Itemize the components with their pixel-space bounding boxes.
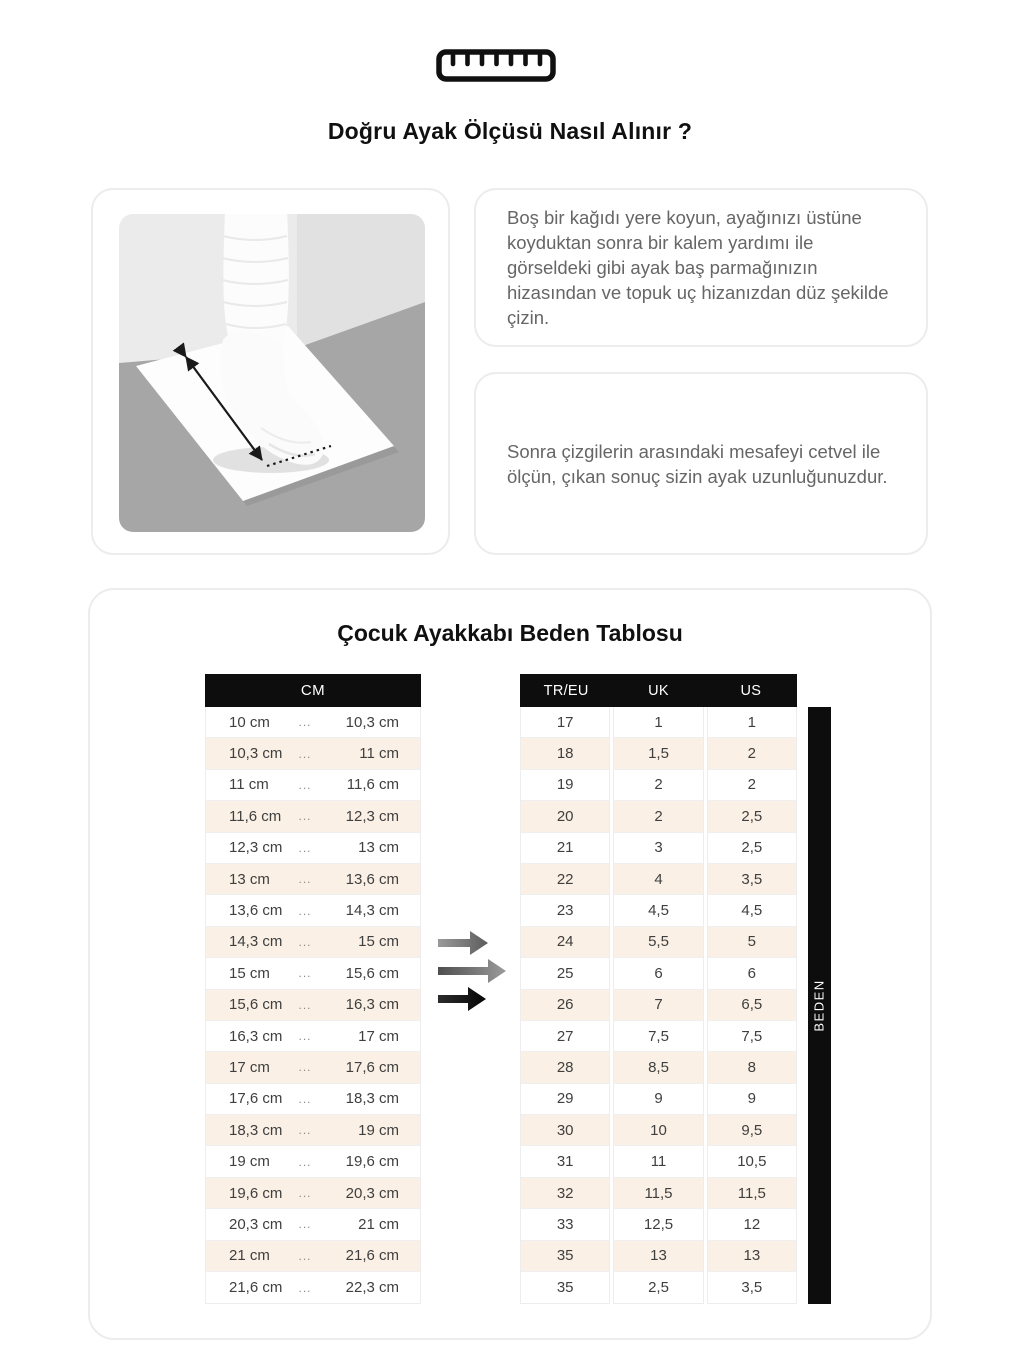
- size-cell-uk: 5,5: [614, 927, 702, 958]
- instruction-text-measure: Sonra çizgilerin arasındaki mesafeyi cetvel ile ölçün, çıkan sonuç sizin ayak uzunluğunuzdur.: [507, 440, 888, 487]
- size-cell-tr_eu: 18: [521, 738, 609, 769]
- cm-to-cell: 15 cm: [358, 933, 399, 951]
- table-row: [206, 833, 420, 864]
- size-cell-us: 7,5: [708, 1021, 796, 1052]
- ruler-icon: [435, 48, 557, 84]
- size-table-title: Çocuk Ayakkabı Beden Tablosu: [337, 620, 683, 646]
- size-cell-uk: 2: [614, 770, 702, 801]
- range-separator: ...: [298, 966, 312, 981]
- cm-to-cell: 21,6 cm: [345, 1247, 399, 1265]
- table-row: [206, 1272, 420, 1303]
- cm-to-cell: 16,3 cm: [345, 996, 399, 1014]
- size-cell-tr_eu: 35: [521, 1241, 609, 1272]
- cm-from-cell: 17 cm: [229, 1058, 270, 1076]
- size-cell-tr_eu: 25: [521, 958, 609, 989]
- cm-to-cell: 15,6 cm: [345, 964, 399, 982]
- size-cell-tr_eu: 26: [521, 990, 609, 1021]
- range-separator: ...: [298, 1217, 312, 1232]
- table-row: [206, 990, 420, 1021]
- range-separator: ...: [298, 1248, 312, 1263]
- cm-to-cell: 18,3 cm: [345, 1090, 399, 1108]
- cm-from-cell: 11,6 cm: [229, 807, 282, 825]
- size-cell-tr_eu: 32: [521, 1178, 609, 1209]
- foot-photo-card: [91, 188, 450, 555]
- range-separator: ...: [298, 715, 312, 730]
- cm-from-cell: 13,6 cm: [229, 902, 283, 920]
- size-conversion-table: [520, 674, 797, 1304]
- table-row: [206, 1146, 420, 1177]
- size-cell-uk: 3: [614, 833, 702, 864]
- cm-from-cell: 18,3 cm: [229, 1121, 283, 1139]
- table-row: [206, 1084, 420, 1115]
- cm-table-body: [205, 707, 421, 1304]
- size-cell-us: 2: [708, 738, 796, 769]
- size-cell-us: 8: [708, 1052, 796, 1083]
- range-separator: ...: [298, 777, 312, 792]
- cm-from-cell: 19 cm: [229, 1153, 270, 1171]
- size-cell-tr_eu: 27: [521, 1021, 609, 1052]
- cm-to-cell: 11 cm: [359, 745, 399, 763]
- range-separator: ...: [298, 1280, 312, 1295]
- instruction-card-draw: [474, 188, 928, 347]
- size-cell-us: 3,5: [708, 864, 796, 895]
- table-row: [206, 801, 420, 832]
- table-row: [206, 864, 420, 895]
- size-cell-uk: 10: [614, 1115, 702, 1146]
- cm-to-cell: 12,3 cm: [345, 807, 399, 825]
- foot-on-paper-measurement-photo: [119, 214, 425, 532]
- size-cell-tr_eu: 20: [521, 801, 609, 832]
- header-us: US: [740, 682, 762, 699]
- size-cell-uk: 2,5: [614, 1272, 702, 1303]
- size-cell-uk: 1: [614, 707, 702, 738]
- size-cell-uk: 13: [614, 1241, 702, 1272]
- cm-from-cell: 13 cm: [229, 870, 270, 888]
- table-row: [206, 770, 420, 801]
- cm-from-cell: 21,6 cm: [229, 1279, 283, 1297]
- size-cell-us: 12: [708, 1209, 796, 1240]
- cm-to-cell: 14,3 cm: [345, 902, 399, 920]
- size-cell-us: 1: [708, 707, 796, 738]
- size-cell-us: 5: [708, 927, 796, 958]
- size-cell-us: 3,5: [708, 1272, 796, 1303]
- cm-from-cell: 10,3 cm: [229, 745, 283, 763]
- range-separator: ...: [298, 1091, 312, 1106]
- cm-from-cell: 14,3 cm: [229, 933, 283, 951]
- size-cell-uk: 8,5: [614, 1052, 702, 1083]
- table-row: [206, 1115, 420, 1146]
- size-cell-tr_eu: 23: [521, 895, 609, 926]
- size-cell-uk: 9: [614, 1084, 702, 1115]
- size-cell-tr_eu: 33: [521, 1209, 609, 1240]
- size-cell-uk: 4: [614, 864, 702, 895]
- table-row: [206, 707, 420, 738]
- size-cell-us: 11,5: [708, 1178, 796, 1209]
- range-separator: ...: [298, 1060, 312, 1075]
- cm-from-cell: 21 cm: [229, 1247, 270, 1265]
- size-cell-tr_eu: 17: [521, 707, 609, 738]
- instruction-text-draw: Boş bir kağıdı yere koyun, ayağınızı üstüne koyduktan sonra bir kalem yardımı ile görseldeki gibi ayak baş parmağınızın hizasından ve topuk uç hizanızdan düz şekilde çizin.: [507, 207, 889, 328]
- size-cell-tr_eu: 22: [521, 864, 609, 895]
- cm-to-cell: 22,3 cm: [345, 1279, 399, 1297]
- header-tr-eu: TR/EU: [543, 682, 589, 699]
- cm-to-cell: 17 cm: [358, 1027, 399, 1045]
- table-row: [206, 738, 420, 769]
- range-separator: ...: [298, 934, 312, 949]
- cm-to-cell: 21 cm: [358, 1215, 399, 1233]
- cm-to-cell: 13,6 cm: [345, 870, 399, 888]
- range-separator: ...: [298, 809, 312, 824]
- range-separator: ...: [298, 840, 312, 855]
- size-cell-uk: 7: [614, 990, 702, 1021]
- size-cell-tr_eu: 35: [521, 1272, 609, 1303]
- cm-from-cell: 15 cm: [229, 964, 270, 982]
- cm-from-cell: 17,6 cm: [229, 1090, 283, 1108]
- size-cell-us: 4,5: [708, 895, 796, 926]
- table-row: [206, 927, 420, 958]
- page-title: Doğru Ayak Ölçüsü Nasıl Alınır ?: [327, 118, 693, 144]
- size-cell-us: 2,5: [708, 801, 796, 832]
- size-cell-uk: 12,5: [614, 1209, 702, 1240]
- size-cell-uk: 11: [614, 1146, 702, 1177]
- size-cell-uk: 6: [614, 958, 702, 989]
- size-cell-tr_eu: 28: [521, 1052, 609, 1083]
- size-cell-tr_eu: 19: [521, 770, 609, 801]
- size-cell-tr_eu: 31: [521, 1146, 609, 1177]
- size-cell-us: 2,5: [708, 833, 796, 864]
- cm-to-cell: 19 cm: [358, 1121, 399, 1139]
- instruction-card-measure: [474, 372, 928, 555]
- beden-label: BEDEN: [812, 979, 828, 1032]
- size-cell-uk: 1,5: [614, 738, 702, 769]
- size-col-tr_eu: [520, 707, 610, 1304]
- cm-to-cell: 13 cm: [358, 839, 399, 857]
- size-cell-uk: 7,5: [614, 1021, 702, 1052]
- table-row: [206, 958, 420, 989]
- cm-to-cell: 11,6 cm: [346, 776, 399, 794]
- cm-from-cell: 19,6 cm: [229, 1184, 283, 1202]
- size-cell-us: 6,5: [708, 990, 796, 1021]
- cm-to-cell: 10,3 cm: [345, 713, 399, 731]
- table-row: [206, 1021, 420, 1052]
- table-row: [206, 895, 420, 926]
- size-table-header-row: [520, 674, 797, 707]
- cm-table: [205, 674, 421, 1304]
- size-cell-us: 13: [708, 1241, 796, 1272]
- beden-side-bar: [808, 707, 831, 1304]
- cm-from-cell: 16,3 cm: [229, 1027, 283, 1045]
- cm-from-cell: 12,3 cm: [229, 839, 283, 857]
- range-separator: ...: [298, 903, 312, 918]
- cm-table-header: CM: [205, 674, 421, 707]
- size-cell-us: 6: [708, 958, 796, 989]
- range-separator: ...: [298, 872, 312, 887]
- table-row: [206, 1241, 420, 1272]
- size-cell-uk: 11,5: [614, 1178, 702, 1209]
- cm-from-cell: 10 cm: [229, 713, 270, 731]
- range-separator: ...: [298, 746, 312, 761]
- size-col-uk: [613, 707, 703, 1304]
- table-row: [206, 1178, 420, 1209]
- size-cell-tr_eu: 24: [521, 927, 609, 958]
- size-cell-us: 2: [708, 770, 796, 801]
- range-separator: ...: [298, 997, 312, 1012]
- range-separator: ...: [298, 1123, 312, 1138]
- size-cell-tr_eu: 29: [521, 1084, 609, 1115]
- cm-to-cell: 19,6 cm: [345, 1153, 399, 1171]
- cm-from-cell: 15,6 cm: [229, 996, 283, 1014]
- size-cell-us: 9: [708, 1084, 796, 1115]
- size-col-us: [707, 707, 797, 1304]
- table-row: [206, 1052, 420, 1083]
- cm-from-cell: 11 cm: [229, 776, 269, 794]
- size-cell-us: 9,5: [708, 1115, 796, 1146]
- size-cell-uk: 2: [614, 801, 702, 832]
- size-table-body: [520, 707, 797, 1304]
- range-separator: ...: [298, 1154, 312, 1169]
- size-cell-tr_eu: 21: [521, 833, 609, 864]
- table-row: [206, 1209, 420, 1240]
- cm-to-cell: 17,6 cm: [345, 1058, 399, 1076]
- cm-to-cell: 20,3 cm: [345, 1184, 399, 1202]
- size-cell-uk: 4,5: [614, 895, 702, 926]
- header-uk: UK: [648, 682, 669, 699]
- size-cell-tr_eu: 30: [521, 1115, 609, 1146]
- range-separator: ...: [298, 1029, 312, 1044]
- range-separator: ...: [298, 1186, 312, 1201]
- size-cell-us: 10,5: [708, 1146, 796, 1177]
- triple-right-arrows-icon: [434, 928, 518, 1014]
- cm-from-cell: 20,3 cm: [229, 1215, 283, 1233]
- size-table-card: [88, 588, 932, 1340]
